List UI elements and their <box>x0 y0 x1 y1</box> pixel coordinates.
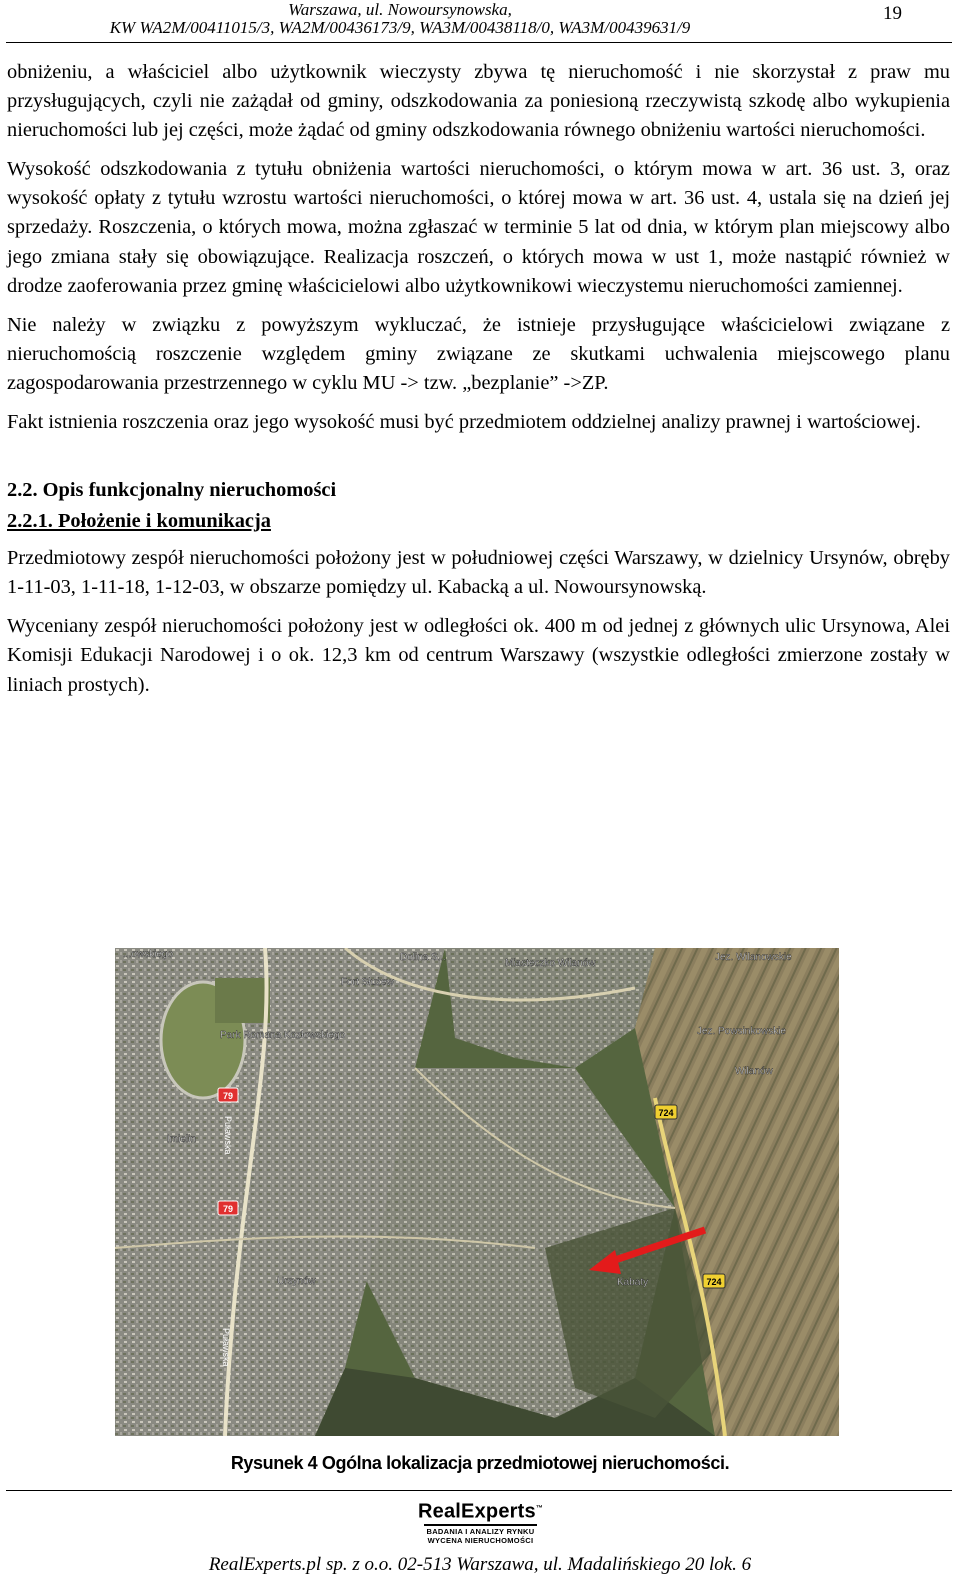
map-label: Puławska <box>221 1328 231 1367</box>
svg-text:724: 724 <box>706 1277 722 1287</box>
map-label: Jez. Powsinkowskie <box>697 1026 786 1037</box>
road-shield <box>218 1201 238 1215</box>
header-address: Warszawa, ul. Nowoursynowska, <box>288 0 512 19</box>
document-body <box>7 58 950 710</box>
map-label: Park Romana Kozłowskiego <box>220 1030 346 1041</box>
logo-subtitle: BADANIA I ANALIZY RYNKU <box>426 1526 535 1536</box>
page-number: 19 <box>883 3 902 24</box>
logo-trademark: ™ <box>535 1505 544 1512</box>
road-shield <box>703 1274 725 1288</box>
svg-text:79: 79 <box>222 1204 234 1214</box>
footer-rule <box>6 1490 952 1491</box>
realexperts-logo <box>418 1498 543 1544</box>
svg-text:724: 724 <box>658 1108 674 1118</box>
aerial-location-map <box>115 948 839 1436</box>
paragraph: Nie należy w związku z powyższym wykluczać, że istnieje przysługujące właścicielowi związane z nieruchomością roszczenie względem gminy związane ze skutkami uchwalenia miejscowego planu zagospodarowania przestrzennego w cyklu MU -> tzw. „bezplanie” ->ZP. <box>7 313 950 394</box>
paragraph: Wyceniany zespół nieruchomości położony jest w odległości ok. 400 m od jednej z głównych ulic Ursynowa, Alei Komisji Edukacji Narodowej i o ok. 12,3 km od centrum Warszawy (wszystkie odległości zmierzone zostały w liniach prostych). <box>7 615 950 696</box>
map-label: Jez. Wilanowskie <box>715 952 792 963</box>
map-label: Ursynów <box>277 1276 316 1287</box>
map-label: Kabaty <box>617 1277 649 1288</box>
map-label: Miasteczko Wilanów <box>505 958 596 969</box>
paragraph: Fakt istnienia roszczenia oraz jego wysokość musi być przedmiotem oddzielnej analizy prawnej i wartościowej. <box>7 411 921 434</box>
map-label: Dolina S... <box>400 952 447 963</box>
spacer <box>7 447 950 475</box>
page-header <box>0 0 960 44</box>
header-land-registry: KW WA2M/00411015/3, WA2M/00436173/9, WA3M/00438118/0, WA3M/00439631/9 <box>109 18 691 37</box>
svg-text:79: 79 <box>222 1091 234 1101</box>
road-shield <box>655 1105 677 1119</box>
section-heading: 2.2. Opis funkcjonalny nieruchomości <box>7 479 337 502</box>
map-label: Puławska <box>223 1116 233 1155</box>
paragraph: Przedmiotowy zespół nieruchomości położony jest w południowej części Warszawy, w dzielnicy Ursynów, obręby 1-11-03, 1-11-18, 1-12-03, w obszarze pomiędzy ul. Kabacką a ul. Nowoursynowską. <box>7 547 950 599</box>
map-label: Fort Służew <box>341 977 394 988</box>
footer-address: RealExperts.pl sp. z o.o. 02-513 Warszawa, ul. Madalińskiego 20 lok. 6 <box>208 1554 752 1575</box>
subsection-heading: 2.2.1. Położenie i komunikacja <box>7 510 271 533</box>
paragraph: Wysokość odszkodowania z tytułu obniżenia wartości nieruchomości, o którym mowa w art. 36 ust. 3, oraz wysokość opłaty z tytułu wzrostu wartości nieruchomości, o której mowa w art. 36 ust. 4, ustala się na dzień jej sprzedaży. Roszczenia, o których mowa, można zgłaszać w terminie 5 lat od dnia, w którym plan miejscowy albo jego zmiana stały się obowiązujące. Realizacja roszczeń, o których mowa w ust 1, może nastąpić również w drodze zaoferowania przez gminę właścicielowi albo użytkownikowi wieczystemu nieruchomości zamiennej. <box>7 158 950 297</box>
map-label: ...owskiego <box>123 949 174 960</box>
map-label: Imielin <box>167 1134 196 1145</box>
header-rule <box>6 42 952 43</box>
logo-subtitle: WYCENA NIERUCHOMOŚCI <box>427 1535 534 1545</box>
logo-bar <box>424 1524 537 1526</box>
logo-brand: RealExperts <box>418 1500 536 1523</box>
road-shield <box>218 1088 238 1102</box>
paragraph: obniżeniu, a właściciel albo użytkownik wieczysty zbywa tę nieruchomość i nie skorzystał z praw mu przysługujących, czyli nie zażądał od gminy, odszkodowania za poniesioną rzeczywistą szkodę albo wykupienia nieruchomości lub jej części, może żądać od gminy odszkodowania równego obniżeniu wartości nieruchomości. <box>7 61 950 142</box>
map-label: Wilanów <box>735 1066 773 1077</box>
figure-caption: Rysunek 4 Ogólna lokalizacja przedmiotowej nieruchomości. <box>230 1453 730 1473</box>
